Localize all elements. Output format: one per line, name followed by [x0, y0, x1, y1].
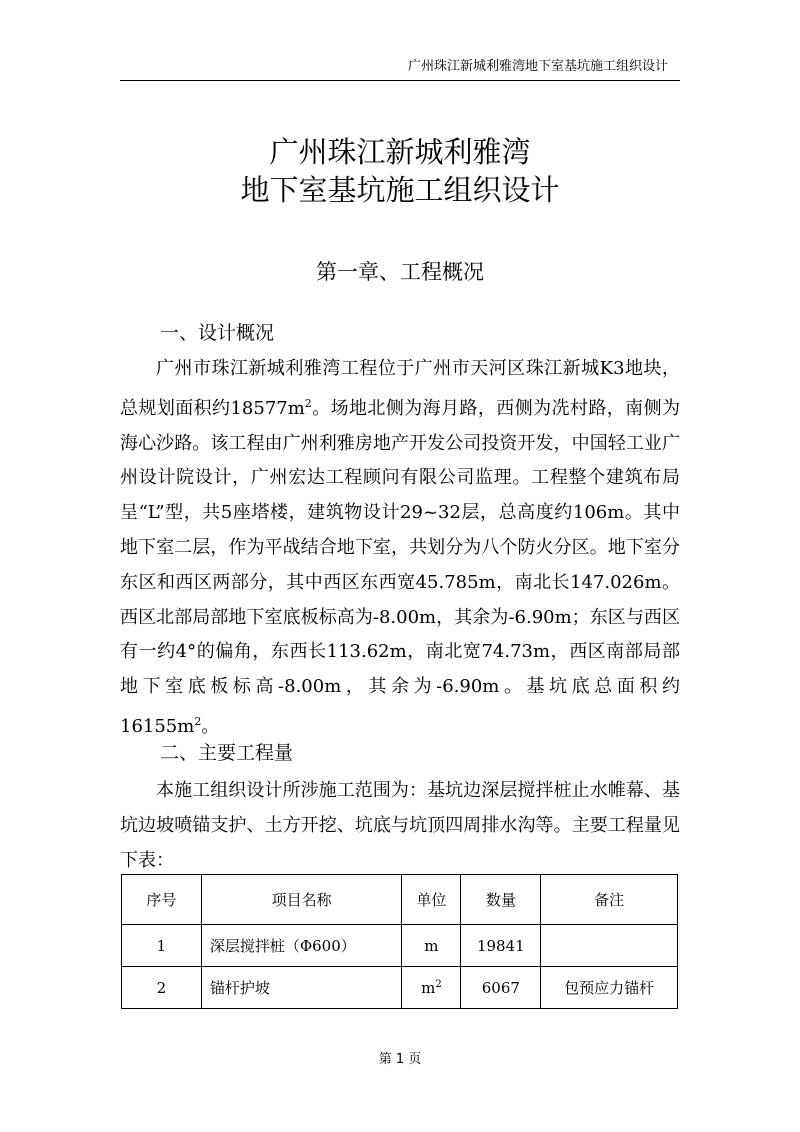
running-header: 广州珠江新城利雅湾地下室基坑施工组织设计 — [407, 59, 668, 74]
cell-index: 2 — [122, 967, 202, 1009]
cell-index: 1 — [122, 925, 202, 967]
header-cell-remarks: 备注 — [541, 875, 678, 925]
cell-quantity: 6067 — [461, 967, 541, 1009]
paragraph-text-part3: 。 — [201, 715, 220, 737]
paragraph-text-part2: 。场地北侧为海月路，西侧为冼村路，南侧为海心沙路。该工程由广州利雅房地产开发公司投资开发，中国轻工业广州设计院设计，广州宏达工程顾问有限公司监理。工程整个建筑布局呈“L”型，共5座塔楼，建筑物设计29~32层，总高度约106m。其中地下室二层，作为平战结合地下室，共划分为八个防火分区。地下室分东区和西区两部分，其中西区东西宽45.785m，南北长147.026m。西区北部局部地下室底板标高为-8.00m，其余为-6.90m；东区与西区有一约4°的偏角，东西长113.62m，南北宽74.73m，西区南部局部地下室底板标高-8.00m，其余为-6.90m。基坑底总面积约16155m — [120, 397, 680, 737]
superscript-area-unit-2: 2 — [194, 714, 202, 728]
page-number: 第 1 页 — [378, 1052, 422, 1067]
paragraph-text-part1: 广州市珠江新城利雅湾工程位于广州市天河区珠江新城K3地块，总规划面积约18577m — [120, 358, 680, 419]
header-cell-item-name: 项目名称 — [201, 875, 402, 925]
header-cell-quantity: 数量 — [461, 875, 541, 925]
document-title-line1: 广州珠江新城利雅湾 — [269, 135, 531, 169]
table-row — [122, 925, 678, 967]
section-heading-main-quantities: 二、主要工程量 — [160, 742, 294, 764]
cell-item-name: 深层搅拌桩（Φ600） — [201, 925, 402, 967]
cell-unit — [402, 967, 461, 1009]
design-overview-paragraph — [120, 352, 680, 745]
cell-unit: m — [402, 925, 461, 967]
cell-remarks — [541, 925, 678, 967]
cell-item-name: 锚杆护坡 — [201, 967, 402, 1009]
cell-quantity: 19841 — [461, 925, 541, 967]
header-rule — [120, 80, 680, 81]
section-heading-design-overview: 一、设计概况 — [160, 322, 275, 344]
cell-remarks: 包预应力锚杆 — [541, 967, 678, 1009]
table-header-row — [122, 875, 678, 925]
header-cell-index: 序号 — [122, 875, 202, 925]
main-quantities-paragraph: 本施工组织设计所涉施工范围为：基坑边深层搅拌桩止水帷幕、基坑边坡喷锚支护、土方开挖、坑底与坑顶四周排水沟等。主要工程量见下表： — [120, 780, 680, 871]
cell-unit-superscript: 2 — [435, 978, 442, 990]
chapter-heading: 第一章、工程概况 — [316, 260, 484, 284]
header-cell-unit: 单位 — [402, 875, 461, 925]
superscript-area-unit: 2 — [304, 396, 312, 410]
quantities-table — [121, 874, 678, 1009]
table-row — [122, 967, 678, 1009]
document-title-line2: 地下室基坑施工组织设计 — [240, 173, 560, 207]
cell-unit-text: m — [421, 978, 436, 997]
